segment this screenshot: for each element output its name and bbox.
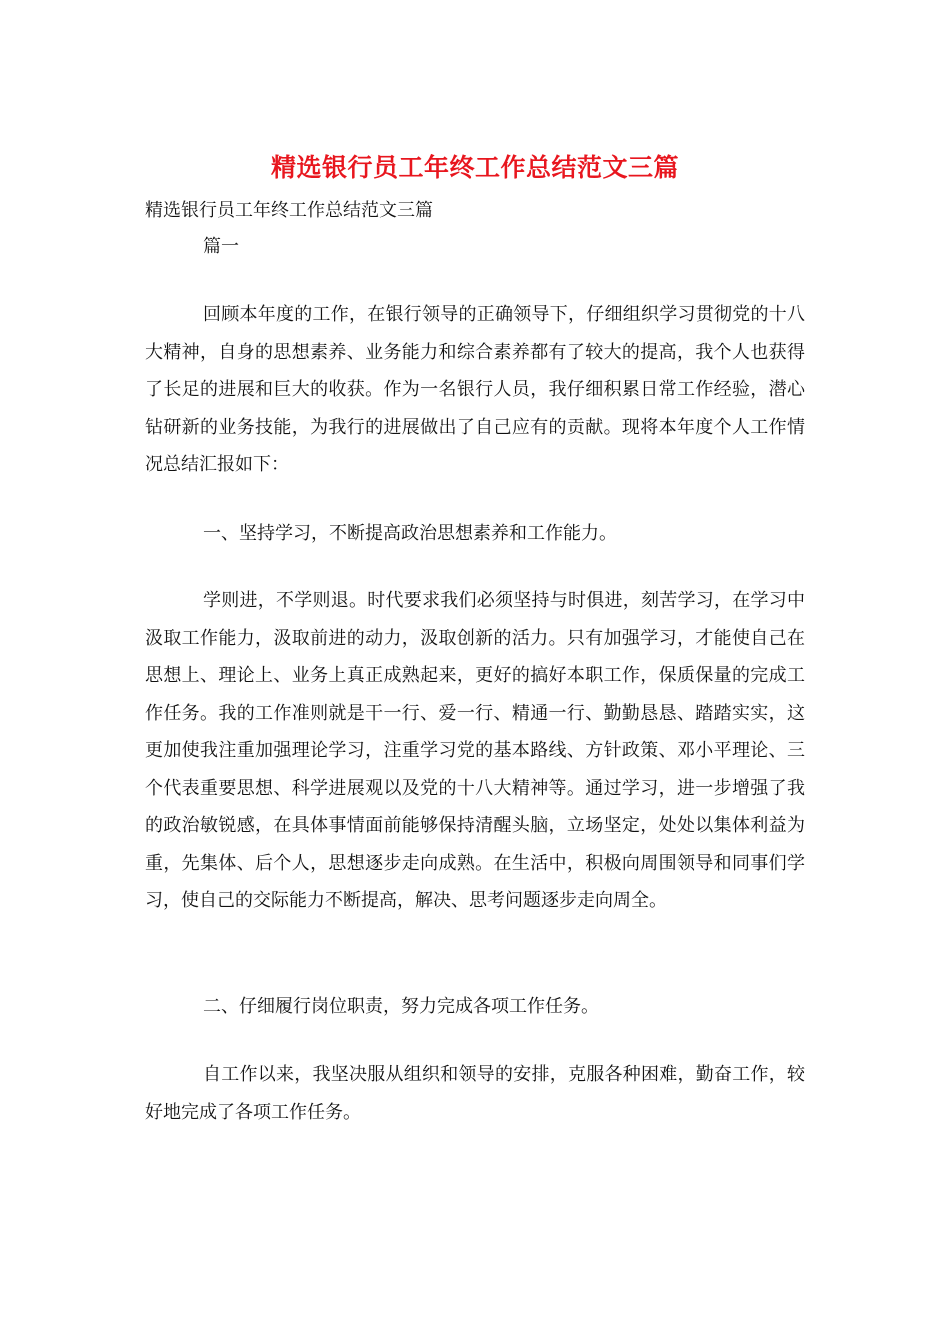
section-two-heading: 二、仔细履行岗位职责，努力完成各项工作任务。: [203, 996, 599, 1017]
section-two-paragraph: 自工作以来，我坚决服从组织和领导的安排，克服各种困难，勤奋工作，较好地完成了各项工作任务。: [145, 1064, 805, 1123]
section-one-paragraph-block: [145, 582, 805, 920]
document-subtitle: 精选银行员工年终工作总结范文三篇: [145, 200, 433, 221]
section-one-heading: 一、坚持学习，不断提高政治思想素养和工作能力。: [203, 523, 617, 544]
document-title: 精选银行员工年终工作总结范文三篇: [270, 153, 679, 182]
part-label: 篇一: [203, 236, 239, 257]
intro-paragraph: 回顾本年度的工作，在银行领导的正确领导下，仔细组织学习贯彻党的十八大精神，自身的思想素养、业务能力和综合素养都有了较大的提高，我个人也获得了长足的进展和巨大的收获。作为一名银行人员，我仔细积累日常工作经验，潜心钻研新的业务技能，为我行的进展做出了自己应有的贡献。现将本年度个人工作情况总结汇报如下：: [145, 304, 805, 475]
section-two-heading-block: [145, 988, 805, 1026]
section-one-heading-block: [145, 515, 805, 553]
section-two-paragraph-block: [145, 1056, 805, 1131]
section-one-paragraph: 学则进，不学则退。时代要求我们必须坚持与时俱进，刻苦学习，在学习中汲取工作能力，汲取前进的动力，汲取创新的活力。只有加强学习，才能使自己在思想上、理论上、业务上真正成熟起来，更好的搞好本职工作，保质保量的完成工作任务。我的工作准则就是干一行、爱一行、精通一行、勤勤恳恳、踏踏实实，这更加使我注重加强理论学习，注重学习党的基本路线、方针政策、邓小平理论、三个代表重要思想、科学进展观以及党的十八大精神等。通过学习，进一步增强了我的政治敏锐感，在具体事情面前能够保持清醒头脑，立场坚定，处处以集体利益为重，先集体、后个人，思想逐步走向成熟。在生活中，积极向周围领导和同事们学习，使自己的交际能力不断提高，解决、思考问题逐步走向周全。: [145, 590, 805, 911]
part-label-block: [145, 228, 805, 266]
intro-paragraph-block: [145, 296, 805, 484]
